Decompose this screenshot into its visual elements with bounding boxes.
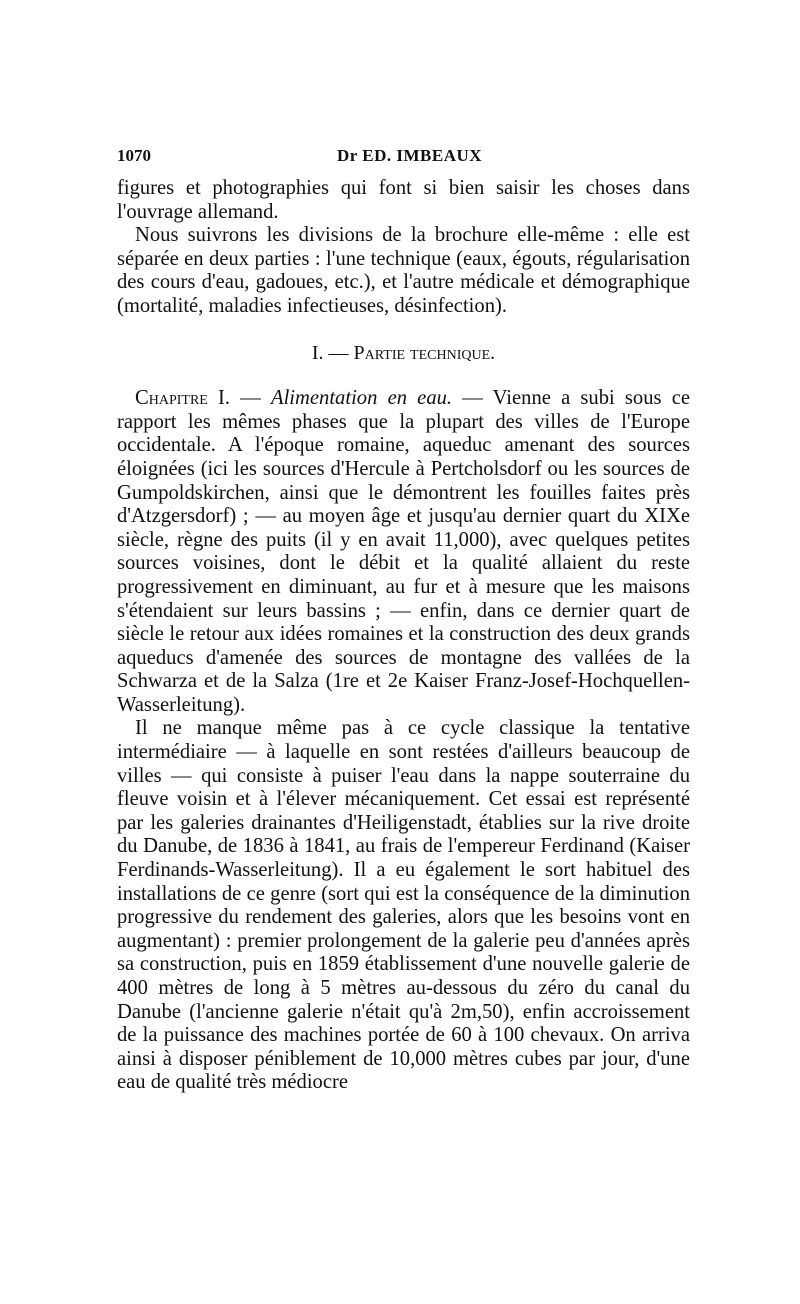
paragraph-4: Il ne manque même pas à ce cycle classique la tentative intermédiaire — à laquelle en sont restées d'ailleurs beaucoup de villes — qui consiste à puiser l'eau dans la nappe souterraine du fleuve voisin et à l'élever mécaniquement. Cet essai est représenté par les galeries drainantes d'Heiligenstadt, établies sur la rive droite du Danube, de 1836 à 1841, au frais de l'empereur Ferdinand (Kaiser Ferdinands-Wasserleitung). Il a eu également le sort habituel des installations de ce genre (sort qui est la conséquence de la diminution progressive du rendement des galeries, alors que les besoins vont en augmentant) : premier prolongement de la galerie peu d'années après sa construction, puis en 1859 établissement d'une nouvelle galerie de 400 mètres de long à 5 mètres au-dessous du zéro du canal du Danube (l'ancienne galerie n'était qu'à 2m,50), enfin accroissement de la puissance des machines portée de 60 à 100 chevaux. On arriva ainsi à disposer péniblement de 10,000 mètres cubes par jour, d'une eau de qualité très médiocre [117,717,690,1094]
chapter-title: Alimentation en eau. [271,387,453,410]
running-header [117,146,690,168]
page-number: 1070 [117,146,151,165]
paragraph-3-text: — Vienne a subi sous ce rapport les mêmes phases que la plupart des villes de l'Europe occidentale. A l'époque romaine, aqueduc amenant des sources éloignées (ici les sources d'Hercule à Pertcholsdorf ou les sources de Gumpoldskirchen, ainsi que le démontrent les fouilles faites près d'Atzgersdorf) ; — au moyen âge et jusqu'au dernier quart du XIXe siècle, règne des puits (il y en avait 11,000), avec quelques petites sources voisines, dont le débit et la qualité allaient du reste progressivement en diminuant, au fur et à mesure que les maisons s'étendaient sur leurs bassins ; — enfin, dans ce dernier quart de siècle le retour aux idées romaines et la construction des deux grands aqueducs d'amenée des sources de montagne des vallées de la Schwarza et de la Salza (1re et 2e Kaiser Franz-Josef-Hochquellen-Wasserleitung). [117,387,690,716]
paragraph-1: figures et photographies qui font si bien saisir les choses dans l'ouvrage allemand. [117,177,690,223]
paragraph-2: Nous suivrons les divisions de la brochure elle-même : elle est séparée en deux parties : l'une technique (eaux, égouts, régularisation des cours d'eau, gadoues, etc.), et l'autre médicale et démographique (mortalité, maladies infectieuses, désinfection). [117,224,690,317]
chapter-label: Chapitre I. — [135,387,271,410]
body-text [117,177,690,1095]
section-heading [117,342,690,366]
section-title: Partie technique. [353,341,496,364]
section-number: I. — [311,341,354,364]
paragraph-3 [117,387,690,717]
running-author: Dr ED. IMBEAUX [337,146,483,165]
